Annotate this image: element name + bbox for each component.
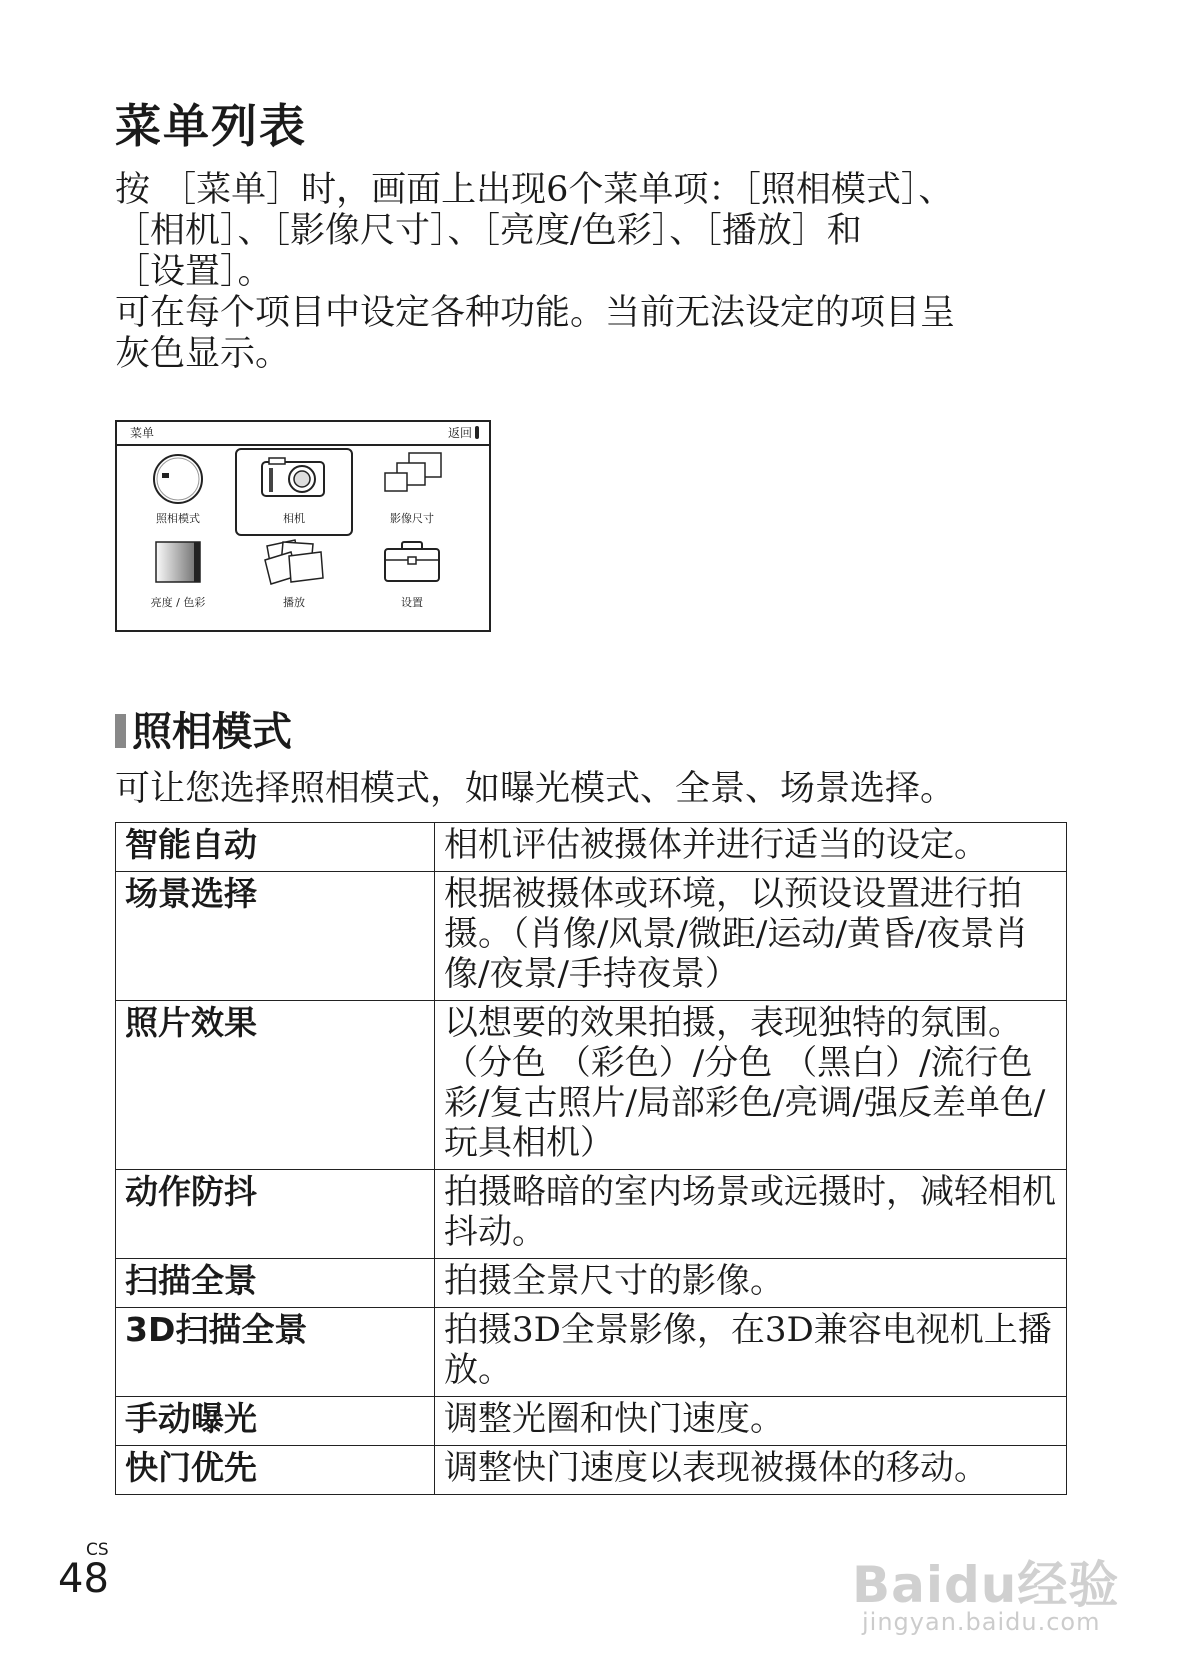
- image-size-icon: [381, 451, 445, 501]
- camera-icon: [259, 456, 329, 502]
- mode-description: 拍摄3D全景影像，在3D兼容电视机上播放。: [435, 1308, 1067, 1397]
- menu-screen-title: 菜单: [130, 426, 155, 440]
- table-row: [116, 1397, 1067, 1446]
- menu-tile-settings[interactable]: [353, 536, 471, 628]
- mode-description: 调整快门速度以表现被摄体的移动。: [435, 1446, 1067, 1495]
- menu-screen-header: [117, 422, 489, 446]
- intro-line: 可在每个项目中设定各种功能。当前无法设定的项目呈: [115, 293, 956, 333]
- table-row: [116, 1308, 1067, 1397]
- mode-description: 调整光圈和快门速度。: [435, 1397, 1067, 1446]
- back-bar-icon: [475, 426, 479, 439]
- mode-name: 照片效果: [116, 1001, 435, 1170]
- section-heading: [115, 708, 292, 756]
- section-title: 照相模式: [132, 709, 292, 755]
- table-row: [116, 1170, 1067, 1259]
- table-row: [116, 1001, 1067, 1170]
- mode-description: 拍摄略暗的室内场景或远摄时，减轻相机抖动。: [435, 1170, 1067, 1259]
- table-row: [116, 1259, 1067, 1308]
- mode-name: 3D扫描全景: [116, 1308, 435, 1397]
- watermark-url: jingyan.baidu.com: [862, 1608, 1101, 1636]
- menu-tile-label: 影像尺寸: [390, 512, 434, 525]
- back-button[interactable]: [448, 423, 479, 443]
- brightness-color-icon: [154, 540, 202, 584]
- mode-description: 相机评估被摄体并进行适当的设定。: [435, 823, 1067, 872]
- intro-line: ［设置］。: [115, 252, 273, 292]
- menu-tile-label: 播放: [283, 596, 305, 609]
- intro-line: 按 ［菜单］时，画面上出现6个菜单项：［照相模式］、: [115, 170, 954, 210]
- menu-tile-brightness-color[interactable]: [119, 536, 237, 628]
- mode-description: 根据被摄体或环境，以预设设置进行拍摄。（肖像/风景/微距/运动/黄昏/夜景肖像/夜景/手持夜景）: [435, 872, 1067, 1001]
- watermark-logo: Baidu经验: [852, 1556, 1120, 1614]
- intro-paragraph: [115, 170, 1065, 375]
- toolbox-icon: [382, 540, 442, 584]
- intro-line: 灰色显示。: [115, 334, 291, 374]
- shooting-mode-table: [115, 822, 1067, 1495]
- table-row: [116, 823, 1067, 872]
- mode-name: 扫描全景: [116, 1259, 435, 1308]
- menu-tile-label: 照相模式: [156, 512, 200, 525]
- page-heading: 菜单列表: [115, 99, 307, 153]
- section-description: 可让您选择照相模式，如曝光模式、全景、场景选择。: [115, 769, 956, 809]
- table-row: [116, 872, 1067, 1001]
- intro-line: ［相机］、［影像尺寸］、［亮度/色彩］、［播放］和: [115, 211, 862, 251]
- mode-name: 智能自动: [116, 823, 435, 872]
- back-label: 返回: [447, 426, 472, 440]
- mode-description: 拍摄全景尺寸的影像。: [435, 1259, 1067, 1308]
- page-number: 48: [58, 1556, 109, 1602]
- menu-tile-label: 相机: [283, 512, 305, 525]
- shooting-mode-icon: [150, 451, 206, 507]
- table-row: [116, 1446, 1067, 1495]
- menu-tile-label: 设置: [401, 596, 423, 609]
- mode-name: 快门优先: [116, 1446, 435, 1495]
- menu-tile-camera[interactable]: [235, 448, 353, 536]
- mode-name: 手动曝光: [116, 1397, 435, 1446]
- section-marker: [115, 714, 126, 748]
- playback-icon: [261, 538, 327, 586]
- menu-tile-label: 亮度 / 色彩: [150, 596, 206, 609]
- menu-tile-playback[interactable]: [235, 536, 353, 628]
- menu-tile-shooting-mode[interactable]: [119, 446, 237, 536]
- mode-name: 场景选择: [116, 872, 435, 1001]
- mode-name: 动作防抖: [116, 1170, 435, 1259]
- mode-description: 以想要的效果拍摄，表现独特的氛围。（分色 （彩色）/分色 （黑白）/流行色彩/复古照片/局部彩色/亮调/强反差单色/玩具相机）: [435, 1001, 1067, 1170]
- language-code: CS: [86, 1540, 109, 1560]
- menu-tile-image-size[interactable]: [353, 446, 471, 536]
- menu-screen-illustration: [115, 420, 491, 632]
